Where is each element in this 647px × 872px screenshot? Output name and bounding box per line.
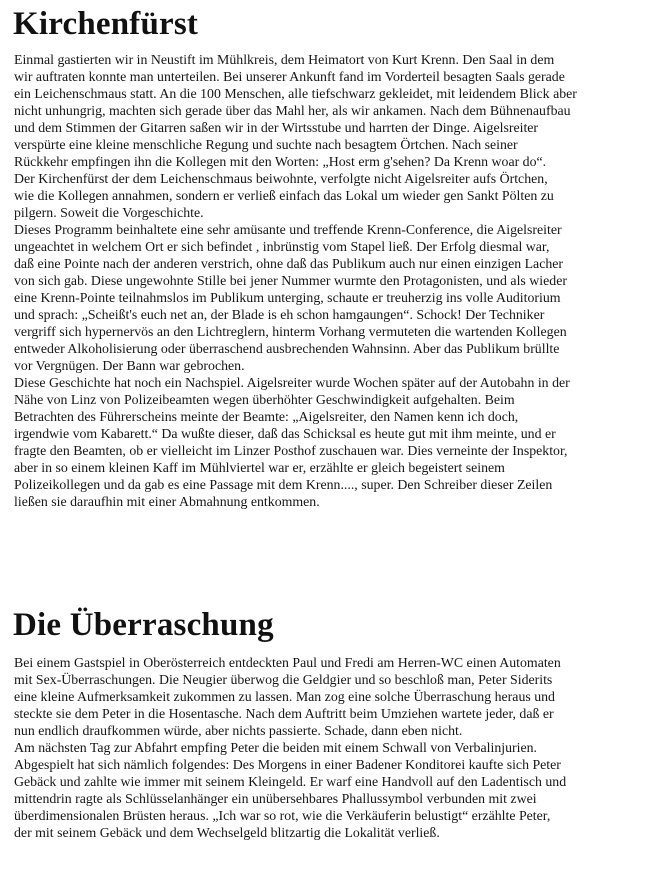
article-body-kirchenfuerst <box>14 52 644 511</box>
text-line: daß eine Pointe nach der anderen verstrich, ohne daß das Publikum auch nur einen einzigen Lacher <box>14 257 564 272</box>
text-line: Nähe von Linz von Polizeibeamten wegen überhöhter Geschwindigkeit aufgehalten. Beim <box>14 393 515 408</box>
text-line: ein Leichenschmaus statt. An die 100 Menschen, alle tiefschwarz gekleidet, mit leidendem Blick aber <box>14 87 577 102</box>
text-line: wir auftraten konnte man unterteilen. Bei unserer Ankunft fand im Vorderteil besagten Saals gerade <box>14 70 565 85</box>
text-line: und dem Stimmen der Gitarren saßen wir in der Wirtsstube und harrten der Dinge. Aigelsreiter <box>14 121 539 136</box>
text-line: der mit seinem Gebäck und dem Wechselgeld blitzartig die Lokalität verließ. <box>14 826 440 841</box>
text-line: Der Kirchenfürst der dem Leichenschmaus beiwohnte, verfolgte nicht Aigelsreiter aufs Örtchen, <box>14 172 548 187</box>
text-line: eine Krenn-Pointe teilnahmslos im Publikum unterging, schaute er treuherzig ins volle Auditorium <box>14 291 561 306</box>
text-line: von sich gab. Diese ungewohnte Stille bei jener Nummer wurmte den Protagonisten, und als wieder <box>14 274 567 289</box>
text-line: nicht unhungrig, machten sich gerade über das Mahl her, als wir ankamen. Nach dem Bühnenaufbau <box>14 104 571 119</box>
text-line: überdimensionalen Brüsten heraus. „Ich war so rot, wie die Verkäuferin belustigt“ erzählte Peter, <box>14 809 551 824</box>
article-body-ueberraschung <box>14 655 644 842</box>
text-line: ließen sie daraufhin mit einer Abmahnung entkommen. <box>14 495 320 510</box>
text-line: Gebäck und zahlte wie immer mit seinem Kleingeld. Er warf eine Handvoll auf den Ladentisch und <box>14 775 567 790</box>
article-title-ueberraschung: Die Überraschung <box>13 607 274 643</box>
text-line: eine kleine Aufmerksamkeit zukommen zu lassen. Man zog eine solche Überraschung heraus und <box>14 690 555 705</box>
text-line: irgendwie vom Kabarett.“ Da wußte dieser, daß das Schicksal es heute gut mit ihm meinte, und er <box>14 427 556 442</box>
article-title-kirchenfuerst: Kirchenfürst <box>13 6 199 42</box>
text-line: Einmal gastierten wir in Neustift im Mühlkreis, dem Heimatort von Kurt Krenn. Den Saal in dem <box>14 53 555 68</box>
text-line: Betrachten des Führerscheins meinte der Beamte: „Aigelsreiter, den Namen kenn ich doch, <box>14 410 519 425</box>
text-line: wie die Kollegen annahmen, sondern er verließ einfach das Lokal um wieder gen Sankt Pölten zu <box>14 189 554 204</box>
text-line: Polizeikollegen und da gab es eine Passage mit dem Krenn...., super. Den Schreiber dieser Zeilen <box>14 478 553 493</box>
text-line: Rückkehr empfingen ihn die Kollegen mit den Worten: „Host erm g'sehen? Da Krenn woar do“. <box>14 155 547 170</box>
text-line: Abgespielt hat sich nämlich folgendes: Des Morgens in einer Badener Konditorei kaufte sich Peter <box>14 758 561 773</box>
text-line: ungeachtet in welchem Ort er sich befindet , inbrünstig vom Stapel ließ. Der Erfolg diesmal war, <box>14 240 550 255</box>
text-line: vergriff sich hypernervös an den Lichtreglern, hinterm Vorhang vermuteten die wartenden Kollegen <box>14 325 567 340</box>
text-line: nun endlich draufkommen würde, aber nichts passierte. Schade, dann eben nicht. <box>14 724 463 739</box>
text-line: mit Sex-Überraschungen. Die Neugier überwog die Geldgier und so beschloß man, Peter Siderits <box>14 673 553 688</box>
text-line: verspürte eine kleine menschliche Regung und suchte nach besagtem Örtchen. Nach seiner <box>14 138 518 153</box>
text-line: mittendrin ragte als Schlüsselanhänger ein unübersehbares Phallussymbol verbunden mit zwei <box>14 792 537 807</box>
text-line: vor Vergnügen. Der Bann war gebrochen. <box>14 359 245 374</box>
text-line: aber in so einem kleinen Kaff im Mühlviertel war er, erzählte er gleich begeistert seinem <box>14 461 505 476</box>
text-line: und sprach: „Scheißt's euch net an, der Blade is eh schon hamgaungen“. Schock! Der Techniker <box>14 308 545 323</box>
text-line: Bei einem Gastspiel in Oberösterreich entdeckten Paul und Fredi am Herren-WC einen Automaten <box>14 656 561 671</box>
text-line: Am nächsten Tag zur Abfahrt empfing Peter die beiden mit einem Schwall von Verbalinjurien. <box>14 741 538 756</box>
text-line: steckte sie dem Peter in die Hosentasche. Nach dem Auftritt beim Umziehen wartete jeder, daß er <box>14 707 554 722</box>
text-line: Dieses Programm beinhaltete eine sehr amüsante und treffende Krenn-Conference, die Aigelsreiter <box>14 223 562 238</box>
text-line: pilgern. Soweit die Vorgeschichte. <box>14 206 204 221</box>
text-line: fragte den Beamten, ob er vielleicht im Linzer Posthof zuschauen war. Dies verneinte der Inspektor, <box>14 444 568 459</box>
text-line: entweder Alkoholisierung oder überraschend ausbrechenden Wahnsinn. Aber das Publikum brüllte <box>14 342 560 357</box>
text-line: Diese Geschichte hat noch ein Nachspiel. Aigelsreiter wurde Wochen später auf der Autobahn in der <box>14 376 570 391</box>
